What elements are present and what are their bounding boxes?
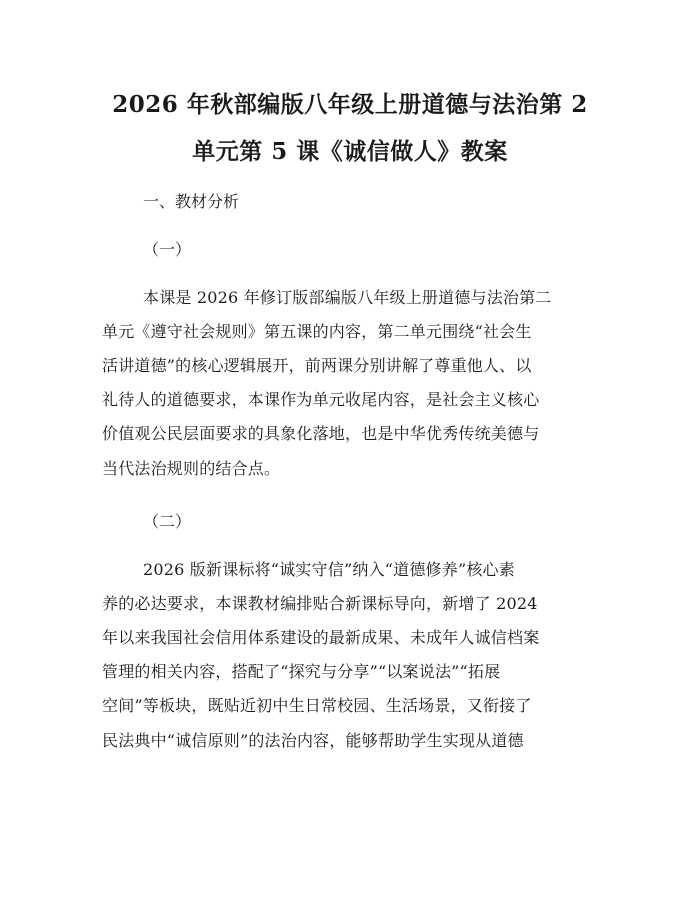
paragraph-1-line: 礼待人的道德要求，本课作为单元收尾内容，是社会主义核心: [102, 390, 540, 409]
document-title-line-2: 单元第 5 课《诚信做人》教案: [192, 138, 508, 165]
document-title-line-1: 2026 年秋部编版八年级上册道德与法治第 2: [112, 91, 588, 118]
paragraph-2-line: 管理的相关内容，搭配了“探究与分享”“以案说法”“拓展: [102, 662, 501, 681]
subsection-heading-1: （一）: [143, 240, 192, 259]
paragraph-1-line: 当代法治规则的结合点。: [102, 459, 281, 478]
section-heading-textbook-analysis: 一、教材分析: [143, 192, 240, 211]
paragraph-2-line: 民法典中“诚信原则”的法治内容，能够帮助学生实现从道德: [102, 731, 524, 750]
paragraph-1-line: 价值观公民层面要求的具象化落地，也是中华优秀传统美德与: [102, 424, 540, 443]
paragraph-1-line: 本课是 2026 年修订版部编版八年级上册道德与法治第二: [143, 288, 552, 307]
paragraph-1-line: 单元《遵守社会规则》第五课的内容，第二单元围绕“社会生: [102, 322, 532, 341]
paragraph-2-line: 空间”等板块，既贴近初中生日常校园、生活场景，又衔接了: [102, 696, 532, 715]
paragraph-2-line: 养的必达要求，本课教材编排贴合新课标导向，新增了 2024: [102, 594, 538, 613]
paragraph-2-line: 2026 版新课标将“诚实守信”纳入“道德修养”核心素: [143, 560, 515, 579]
subsection-heading-2: （二）: [143, 512, 192, 531]
paragraph-2-line: 年以来我国社会信用体系建设的最新成果、未成年人诚信档案: [102, 628, 540, 647]
paragraph-1-line: 活讲道德”的核心逻辑展开，前两课分别讲解了尊重他人、以: [102, 356, 532, 375]
